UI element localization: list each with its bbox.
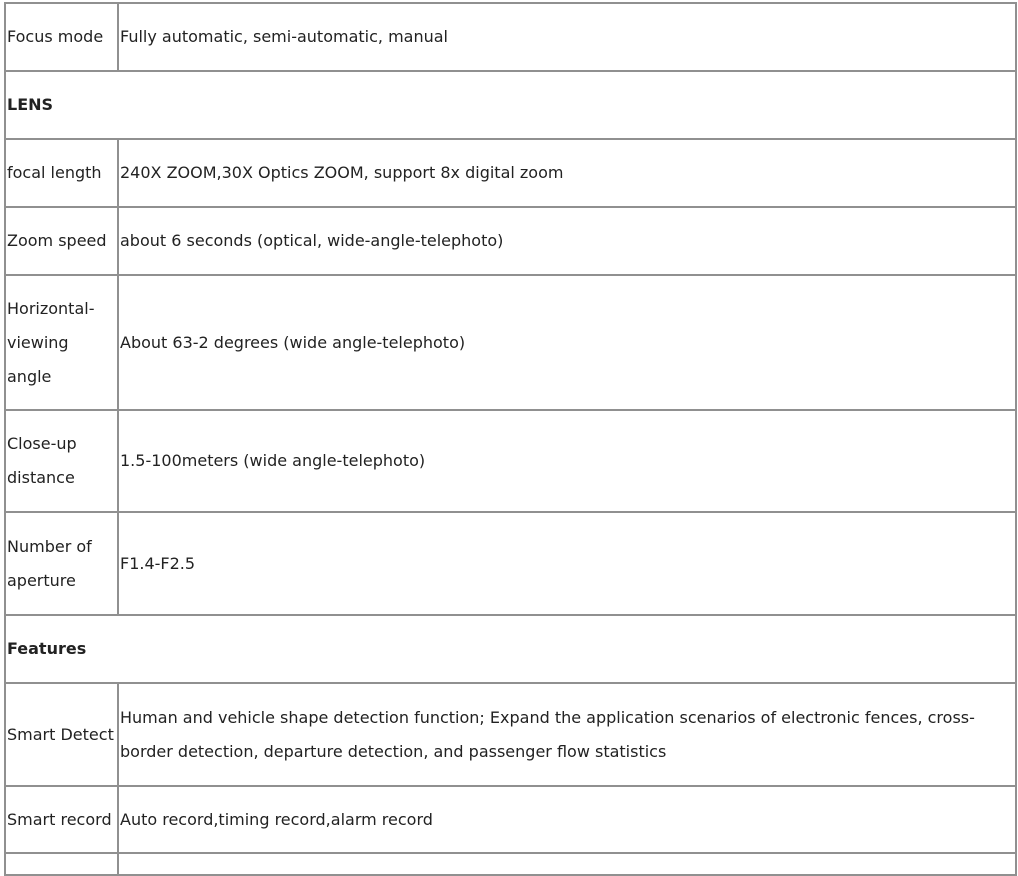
- spec-label-smart-detect: Smart Detect: [5, 683, 118, 786]
- spec-value-zoom-speed: about 6 seconds (optical, wide-angle-telephoto): [118, 207, 1016, 275]
- table-row: [5, 207, 1016, 275]
- empty-cell: [118, 853, 1016, 875]
- section-row: [5, 71, 1016, 139]
- spec-label-close-up-distance: Close-up distance: [5, 410, 118, 512]
- section-heading-lens: LENS: [5, 71, 1016, 139]
- spec-value-smart-record: Auto record,timing record,alarm record: [118, 786, 1016, 853]
- spec-label-focus-mode: Focus mode: [5, 3, 118, 71]
- spec-label-number-of-aperture: Number of aperture: [5, 512, 118, 615]
- table-row: [5, 786, 1016, 853]
- spec-value-smart-detect: Human and vehicle shape detection function; Expand the application scenarios of electronic fences, cross-border detection, departure detection, and passenger flow statistics: [118, 683, 1016, 786]
- spec-value-focal-length: 240X ZOOM,30X Optics ZOOM, support 8x digital zoom: [118, 139, 1016, 207]
- spec-label-horizontal-viewing-angle: Horizontal-viewing angle: [5, 275, 118, 410]
- spec-label-focal-length: focal length: [5, 139, 118, 207]
- table-row: [5, 275, 1016, 410]
- table-row: [5, 683, 1016, 786]
- table-row-partial: [5, 853, 1016, 875]
- spec-label-smart-record: Smart record: [5, 786, 118, 853]
- section-row: [5, 615, 1016, 683]
- empty-cell: [5, 853, 118, 875]
- table-row: [5, 512, 1016, 615]
- section-heading-features: Features: [5, 615, 1016, 683]
- table-row: [5, 3, 1016, 71]
- spec-table: [4, 2, 1017, 876]
- spec-value-close-up-distance: 1.5-100meters (wide angle-telephoto): [118, 410, 1016, 512]
- table-row: [5, 139, 1016, 207]
- spec-value-focus-mode: Fully automatic, semi-automatic, manual: [118, 3, 1016, 71]
- spec-value-horizontal-viewing-angle: About 63-2 degrees (wide angle-telephoto): [118, 275, 1016, 410]
- spec-label-zoom-speed: Zoom speed: [5, 207, 118, 275]
- table-row: [5, 410, 1016, 512]
- spec-value-number-of-aperture: F1.4-F2.5: [118, 512, 1016, 615]
